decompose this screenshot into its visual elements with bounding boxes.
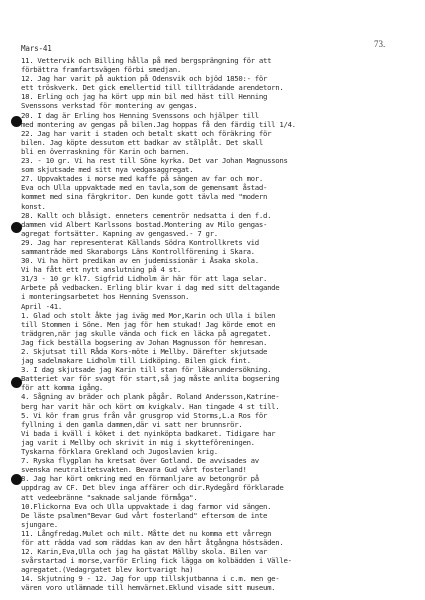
text-line: 4. Sågning av bräder och plank pågår. Roland Andersson,Katrine-: [21, 392, 280, 402]
text-line: till Stommen i Söne. Men jag för hem stukad! Jag körde emot en: [21, 319, 276, 329]
text-line: Eva och Ulla uppvaktade med en tavla,som de gemensamt åstad-: [21, 183, 268, 193]
text-line: bilen. Jag köpte dessutom ett badkar av stålplåt. Det skall: [21, 137, 263, 147]
text-line: i monteringsarbetet hos Henning Svensson.: [21, 292, 190, 302]
text-line: April -41.: [21, 301, 63, 311]
text-line: att vedeebränne "saknade saljande förmåga".: [21, 492, 198, 502]
text-line: 1. Glad och stolt åkte jag iväg med Mor,Karin och Ulla i bilen: [21, 310, 276, 320]
text-line: 20. I dag är Erling hos Henning Svenssons och hjälper till: [21, 110, 259, 120]
text-line: 29. Jag har representerat Källands Södra Kontrollkrets vid: [21, 237, 259, 247]
text-line: jag varit i Mellby och skrivit in mig i skytteföreningen.: [21, 437, 255, 447]
text-line: Tyskarna förklara Grekland och Jugoslavien krig.: [21, 447, 218, 457]
text-line: som skjutsade med sitt nya vedgasaggregat.: [21, 165, 194, 175]
text-line: Batteriet var för svagt för start,så jag måste anlita bogsering: [21, 374, 280, 384]
text-line: svenska neutralitetsvakten. Bevara Gud vårt fosterland!: [21, 465, 247, 475]
text-line: De läste psalmen"Bevar Gud vårt fosterland" eftersom de inte: [21, 510, 268, 520]
text-line: Jag fick beställa bogsering av Johan Magnusson för hemresan.: [21, 337, 268, 347]
text-line: 2. Skjutsat till Råda Kors-möte i Mellby. Därefter skjutsade: [21, 347, 268, 356]
text-line: 23. - 10 gr. Vi ha rest till Söne kyrka. Det var Johan Magnussons: [21, 156, 288, 166]
text-line: 18. Erling och jag ha kört upp min bil med häst till Henning: [21, 92, 268, 102]
text-line: 10.Flickorna Eva och Ulla uppvaktade i dag farmor vid sängen.: [21, 501, 272, 511]
text-line: 5. Vi kör fram grus från vår grusgrop vid Storms,L.a Ros för: [21, 410, 268, 420]
text-line: med montering av gengas på bilen.Jag hoppas få den färdig till 1/4.: [21, 119, 296, 129]
text-line: jag sadelmakare Lidholm till Lidköping. Bilen gick fint.: [21, 356, 251, 366]
page-number: 73.: [374, 39, 386, 49]
text-line: agregat fortsätter. Kapning av gengasved.- 7 gr.: [21, 228, 218, 238]
text-line: fyllning i den gamla dammen,där vi satt ner brunnsrör.: [21, 419, 243, 429]
text-line: Vi bada i kväll i köket i det nyinköpta badkaret. Tidigare har: [21, 428, 276, 438]
text-line: kommet med sina färgkritor. Den kunde gott tävla med "modern: [21, 192, 268, 202]
text-line: för att komma igång.: [21, 383, 104, 393]
text-line: Vi ha fått ett nytt anslutning på 4 st.: [21, 265, 181, 275]
diary-text: [21, 56, 413, 593]
text-line: 12. Karin,Eva,Ulla och jag ha gästat Mällby skola. Bilen var: [21, 547, 268, 557]
text-line: trädgren,när jag skulle vända och fick en läcka på agregatet.: [21, 328, 272, 338]
text-line: bli en överraskning för Karin och barnen.: [21, 146, 190, 156]
text-line: 30. Vi ha hört predikan av en judemissionär i Åsaka skola.: [21, 256, 259, 266]
text-line: 14. Skjutning 9 - 12. Jag for upp tillskjutbanna i c.m. men ge-: [21, 574, 280, 584]
text-line: dammen vid Albert Karlssons bostad.Montering av Milo gengas-: [21, 219, 268, 229]
month-header: Mars-41: [21, 44, 52, 53]
text-line: 12. Jag har varit på auktion på Odensvik och bjöd 1850:- för: [21, 74, 268, 84]
text-line: svårstartad i morse,varför Erling fick lägga om kolbädden i Välle-: [21, 556, 292, 566]
text-line: sjungare.: [21, 519, 58, 529]
text-line: 22. Jag har varit i staden och betalt skatt och föräkring för: [21, 128, 272, 138]
text-line: ett tröskverk. Det gick emellertid till tillträdande arendetorn.: [21, 83, 284, 93]
text-line: 7. Ryska flygplan ha kretsat över Gotland. De avvisades av: [21, 456, 259, 466]
text-line: förbättra framfartsvägen förbi smedjan.: [21, 65, 181, 75]
text-line: berg har varit här och kört om kvigkalv. Han tingade 4 st till.: [21, 401, 280, 411]
text-line: sammanträde med Skaraborgs Läns Kontrollförening i Skara.: [21, 246, 255, 256]
text-line: 28. Kallt och blåsigt. enneters cementrör nedsatta i den f.d.: [21, 210, 272, 220]
text-line: uppdrag av CF. Det blev inga affärer och dir.Rydegård förklarade: [21, 483, 284, 493]
text-line: för att rädda vad som räddas kan av den hårt åtgångna höstsäden.: [21, 537, 284, 547]
text-line: Svenssons verkstad för montering av gengas.: [21, 101, 198, 111]
text-line: Arbete på vedbacken. Erling blir kvar i dag med sitt deltagande: [21, 283, 280, 293]
text-line: vären voro utlämnade till hemvärnet.Eklund visade sitt museum.: [21, 583, 276, 593]
text-line: konst.: [21, 201, 46, 211]
text-line: 11. Långfredag.Mulet och milt. Måtte det nu komma ett vårregn: [21, 528, 272, 538]
text-line: 3. I dag skjutsade jag Karin till stan för läkarundersökning.: [21, 365, 272, 375]
text-line: 8. Jag har kört omkring med en förmanljare av betongrör på: [21, 474, 259, 484]
text-line: 11. Vettervik och Billing hålla på med bergsprängning för att: [21, 56, 272, 65]
text-line: 31/3 - 10 gr kl7. Sigfrid Lidholm är här för att laga selar.: [21, 274, 268, 284]
text-line: 27. Uppvaktades i morse med kaffe på sängen av far och mor.: [21, 174, 263, 184]
text-line: agregatet.(Vedagrgatet blev kortvarigt ha): [21, 565, 194, 575]
